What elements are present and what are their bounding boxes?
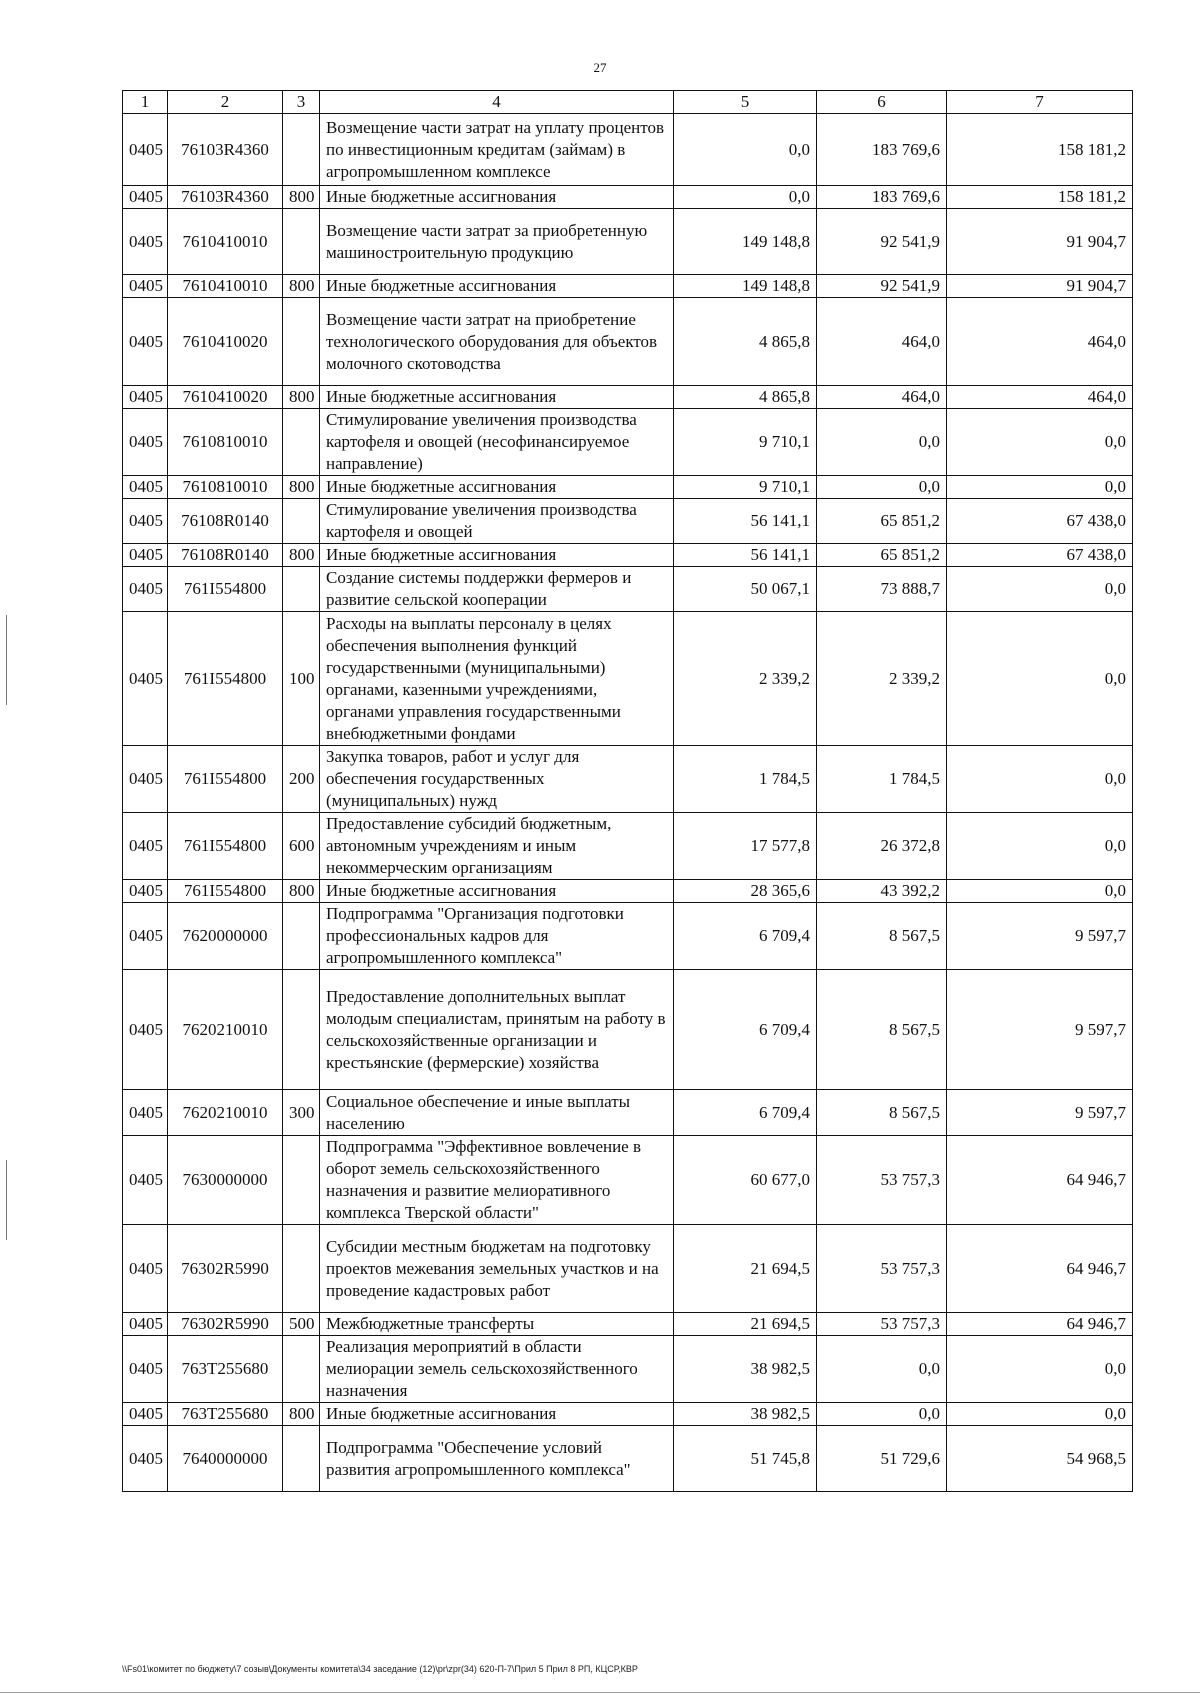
section-code: 0405 [123, 499, 168, 544]
expense-type-code: 800 [283, 1403, 320, 1426]
amount-col7: 0,0 [947, 409, 1133, 476]
section-code: 0405 [123, 186, 168, 209]
amount-col5: 60 677,0 [674, 1136, 817, 1225]
amount-col6: 1 784,5 [817, 746, 947, 813]
section-code: 0405 [123, 612, 168, 746]
amount-col7: 67 438,0 [947, 499, 1133, 544]
table-row [123, 880, 1133, 903]
section-code: 0405 [123, 1090, 168, 1136]
column-header: 5 [674, 91, 817, 114]
amount-col5: 56 141,1 [674, 544, 817, 567]
amount-col5: 6 709,4 [674, 903, 817, 970]
amount-col5: 2 339,2 [674, 612, 817, 746]
item-name: Иные бюджетные ассигнования [320, 544, 674, 567]
amount-col7: 0,0 [947, 476, 1133, 499]
section-code: 0405 [123, 1336, 168, 1403]
amount-col5: 0,0 [674, 186, 817, 209]
amount-col7: 91 904,7 [947, 209, 1133, 275]
section-code: 0405 [123, 386, 168, 409]
amount-col6: 8 567,5 [817, 903, 947, 970]
amount-col6: 8 567,5 [817, 970, 947, 1090]
target-item-code: 7610810010 [168, 476, 283, 499]
section-code: 0405 [123, 746, 168, 813]
target-item-code: 7620000000 [168, 903, 283, 970]
target-item-code: 76103R4360 [168, 186, 283, 209]
amount-col7: 464,0 [947, 386, 1133, 409]
amount-col6: 53 757,3 [817, 1313, 947, 1336]
target-item-code: 7630000000 [168, 1136, 283, 1225]
amount-col6: 65 851,2 [817, 499, 947, 544]
table-row [123, 612, 1133, 746]
section-code: 0405 [123, 114, 168, 186]
amount-col6: 464,0 [817, 386, 947, 409]
amount-col6: 73 888,7 [817, 567, 947, 612]
amount-col5: 4 865,8 [674, 298, 817, 386]
item-name: Межбюджетные трансферты [320, 1313, 674, 1336]
table-row [123, 970, 1133, 1090]
expense-type-code: 100 [283, 612, 320, 746]
amount-col6: 92 541,9 [817, 275, 947, 298]
column-header: 6 [817, 91, 947, 114]
section-code: 0405 [123, 880, 168, 903]
amount-col5: 9 710,1 [674, 409, 817, 476]
expense-type-code: 200 [283, 746, 320, 813]
expense-type-code [283, 970, 320, 1090]
footer-file-path: \\Fs01\комитет по бюджету\7 созыв\Документы комитета\34 заседание (12)\pr\zpr(34) 620-П-7\Прил 5 Прил 8 РП, КЦСР,КВР [122, 1664, 638, 1674]
amount-col5: 21 694,5 [674, 1225, 817, 1313]
amount-col5: 9 710,1 [674, 476, 817, 499]
target-item-code: 7620210010 [168, 970, 283, 1090]
amount-col6: 53 757,3 [817, 1225, 947, 1313]
amount-col7: 67 438,0 [947, 544, 1133, 567]
amount-col5: 0,0 [674, 114, 817, 186]
amount-col6: 183 769,6 [817, 186, 947, 209]
amount-col7: 54 968,5 [947, 1426, 1133, 1492]
amount-col7: 0,0 [947, 1336, 1133, 1403]
expense-type-code [283, 1136, 320, 1225]
amount-col7: 64 946,7 [947, 1313, 1133, 1336]
scan-bottom-edge [0, 1692, 1200, 1693]
amount-col6: 43 392,2 [817, 880, 947, 903]
amount-col5: 38 982,5 [674, 1403, 817, 1426]
section-code: 0405 [123, 298, 168, 386]
amount-col6: 0,0 [817, 476, 947, 499]
amount-col6: 0,0 [817, 409, 947, 476]
expense-type-code [283, 567, 320, 612]
amount-col7: 0,0 [947, 813, 1133, 880]
table-row [123, 209, 1133, 275]
target-item-code: 7610410010 [168, 209, 283, 275]
table-row [123, 746, 1133, 813]
item-name: Иные бюджетные ассигнования [320, 880, 674, 903]
amount-col6: 2 339,2 [817, 612, 947, 746]
amount-col7: 9 597,7 [947, 970, 1133, 1090]
section-code: 0405 [123, 1225, 168, 1313]
target-item-code: 761I554800 [168, 746, 283, 813]
amount-col5: 17 577,8 [674, 813, 817, 880]
expense-type-code [283, 409, 320, 476]
table-row [123, 476, 1133, 499]
item-name: Стимулирование увеличения производства картофеля и овощей [320, 499, 674, 544]
target-item-code: 761I554800 [168, 612, 283, 746]
amount-col7: 64 946,7 [947, 1225, 1133, 1313]
item-name: Возмещение части затрат за приобретенную машиностроительную продукцию [320, 209, 674, 275]
budget-table [122, 90, 1133, 1492]
amount-col5: 38 982,5 [674, 1336, 817, 1403]
expense-type-code [283, 114, 320, 186]
section-code: 0405 [123, 1403, 168, 1426]
target-item-code: 76108R0140 [168, 544, 283, 567]
column-header: 3 [283, 91, 320, 114]
amount-col6: 183 769,6 [817, 114, 947, 186]
amount-col5: 28 365,6 [674, 880, 817, 903]
header-row [123, 91, 1133, 114]
item-name: Возмещение части затрат на приобретение технологического оборудования для объектов молочного скотоводства [320, 298, 674, 386]
amount-col5: 6 709,4 [674, 970, 817, 1090]
expense-type-code [283, 298, 320, 386]
amount-col6: 8 567,5 [817, 1090, 947, 1136]
section-code: 0405 [123, 567, 168, 612]
section-code: 0405 [123, 409, 168, 476]
item-name: Предоставление субсидий бюджетным, автономным учреждениям и иным некоммерческим организациям [320, 813, 674, 880]
item-name: Иные бюджетные ассигнования [320, 186, 674, 209]
amount-col5: 1 784,5 [674, 746, 817, 813]
amount-col5: 50 067,1 [674, 567, 817, 612]
target-item-code: 761I554800 [168, 880, 283, 903]
amount-col7: 0,0 [947, 880, 1133, 903]
expense-type-code: 800 [283, 880, 320, 903]
amount-col6: 65 851,2 [817, 544, 947, 567]
item-name: Возмещение части затрат на уплату процентов по инвестиционным кредитам (займам) в агропромышленном комплексе [320, 114, 674, 186]
table-row [123, 409, 1133, 476]
item-name: Стимулирование увеличения производства картофеля и овощей (несофинансируемое направление) [320, 409, 674, 476]
item-name: Закупка товаров, работ и услуг для обеспечения государственных (муниципальных) нужд [320, 746, 674, 813]
table-row [123, 499, 1133, 544]
expense-type-code: 800 [283, 186, 320, 209]
section-code: 0405 [123, 970, 168, 1090]
section-code: 0405 [123, 813, 168, 880]
table-row [123, 813, 1133, 880]
amount-col7: 464,0 [947, 298, 1133, 386]
table-row [123, 1336, 1133, 1403]
target-item-code: 76302R5990 [168, 1313, 283, 1336]
expense-type-code: 800 [283, 476, 320, 499]
page-number: 27 [593, 60, 607, 75]
table-row [123, 1136, 1133, 1225]
expense-type-code [283, 1336, 320, 1403]
table-row [123, 567, 1133, 612]
section-code: 0405 [123, 476, 168, 499]
amount-col7: 0,0 [947, 746, 1133, 813]
column-header: 2 [168, 91, 283, 114]
amount-col5: 56 141,1 [674, 499, 817, 544]
item-name: Иные бюджетные ассигнования [320, 1403, 674, 1426]
amount-col6: 53 757,3 [817, 1136, 947, 1225]
expense-type-code: 800 [283, 275, 320, 298]
amount-col5: 51 745,8 [674, 1426, 817, 1492]
section-code: 0405 [123, 1136, 168, 1225]
target-item-code: 7610810010 [168, 409, 283, 476]
table-row [123, 186, 1133, 209]
expense-type-code [283, 1225, 320, 1313]
expense-type-code: 600 [283, 813, 320, 880]
expense-type-code [283, 1426, 320, 1492]
target-item-code: 76108R0140 [168, 499, 283, 544]
amount-col5: 6 709,4 [674, 1090, 817, 1136]
amount-col7: 91 904,7 [947, 275, 1133, 298]
item-name: Субсидии местным бюджетам на подготовку проектов межевания земельных участков и на проведение кадастровых работ [320, 1225, 674, 1313]
expense-type-code [283, 209, 320, 275]
section-code: 0405 [123, 1313, 168, 1336]
target-item-code: 7610410020 [168, 298, 283, 386]
item-name: Подпрограмма "Эффективное вовлечение в оборот земель сельскохозяйственного назначения и развитие мелиоративного комплекса Тверской области" [320, 1136, 674, 1225]
scan-margin-mark [6, 615, 7, 705]
amount-col7: 158 181,2 [947, 114, 1133, 186]
column-header: 4 [320, 91, 674, 114]
amount-col5: 149 148,8 [674, 275, 817, 298]
section-code: 0405 [123, 903, 168, 970]
section-code: 0405 [123, 544, 168, 567]
scan-margin-mark [6, 1160, 7, 1240]
item-name: Подпрограмма "Организация подготовки профессиональных кадров для агропромышленного комплекса" [320, 903, 674, 970]
target-item-code: 761I554800 [168, 567, 283, 612]
amount-col6: 0,0 [817, 1336, 947, 1403]
table-row [123, 114, 1133, 186]
expense-type-code: 800 [283, 544, 320, 567]
amount-col6: 26 372,8 [817, 813, 947, 880]
section-code: 0405 [123, 1426, 168, 1492]
target-item-code: 76302R5990 [168, 1225, 283, 1313]
table-row [123, 1225, 1133, 1313]
table-row [123, 1426, 1133, 1492]
amount-col6: 0,0 [817, 1403, 947, 1426]
expense-type-code: 800 [283, 386, 320, 409]
amount-col7: 0,0 [947, 567, 1133, 612]
expense-type-code [283, 499, 320, 544]
target-item-code: 7610410010 [168, 275, 283, 298]
item-name: Подпрограмма "Обеспечение условий развития агропромышленного комплекса" [320, 1426, 674, 1492]
amount-col5: 149 148,8 [674, 209, 817, 275]
section-code: 0405 [123, 275, 168, 298]
target-item-code: 7620210010 [168, 1090, 283, 1136]
target-item-code: 763T255680 [168, 1403, 283, 1426]
item-name: Предоставление дополнительных выплат молодым специалистам, принятым на работу в сельскохозяйственные организации и крестьянские (фермерские) хозяйства [320, 970, 674, 1090]
item-name: Иные бюджетные ассигнования [320, 275, 674, 298]
amount-col6: 464,0 [817, 298, 947, 386]
section-code: 0405 [123, 209, 168, 275]
item-name: Иные бюджетные ассигнования [320, 476, 674, 499]
amount-col7: 9 597,7 [947, 903, 1133, 970]
amount-col7: 158 181,2 [947, 186, 1133, 209]
table-row [123, 298, 1133, 386]
table-row [123, 903, 1133, 970]
item-name: Расходы на выплаты персоналу в целях обеспечения выполнения функций государственными (муниципальными) органами, казенными учреждениями, органами управления государственными внебюджетными фондами [320, 612, 674, 746]
table-row [123, 544, 1133, 567]
target-item-code: 763T255680 [168, 1336, 283, 1403]
column-header: 1 [123, 91, 168, 114]
expense-type-code: 300 [283, 1090, 320, 1136]
amount-col6: 51 729,6 [817, 1426, 947, 1492]
target-item-code: 7640000000 [168, 1426, 283, 1492]
amount-col6: 92 541,9 [817, 209, 947, 275]
column-header: 7 [947, 91, 1133, 114]
amount-col5: 21 694,5 [674, 1313, 817, 1336]
amount-col7: 0,0 [947, 612, 1133, 746]
target-item-code: 76103R4360 [168, 114, 283, 186]
expense-type-code [283, 903, 320, 970]
target-item-code: 7610410020 [168, 386, 283, 409]
item-name: Социальное обеспечение и иные выплаты населению [320, 1090, 674, 1136]
amount-col7: 64 946,7 [947, 1136, 1133, 1225]
table-row [123, 1313, 1133, 1336]
table-row [123, 386, 1133, 409]
item-name: Иные бюджетные ассигнования [320, 386, 674, 409]
expense-type-code: 500 [283, 1313, 320, 1336]
amount-col5: 4 865,8 [674, 386, 817, 409]
table-row [123, 1090, 1133, 1136]
amount-col7: 9 597,7 [947, 1090, 1133, 1136]
table-row [123, 275, 1133, 298]
amount-col7: 0,0 [947, 1403, 1133, 1426]
item-name: Реализация мероприятий в области мелиорации земель сельскохозяйственного назначения [320, 1336, 674, 1403]
target-item-code: 761I554800 [168, 813, 283, 880]
item-name: Создание системы поддержки фермеров и развитие сельской кооперации [320, 567, 674, 612]
table-row [123, 1403, 1133, 1426]
